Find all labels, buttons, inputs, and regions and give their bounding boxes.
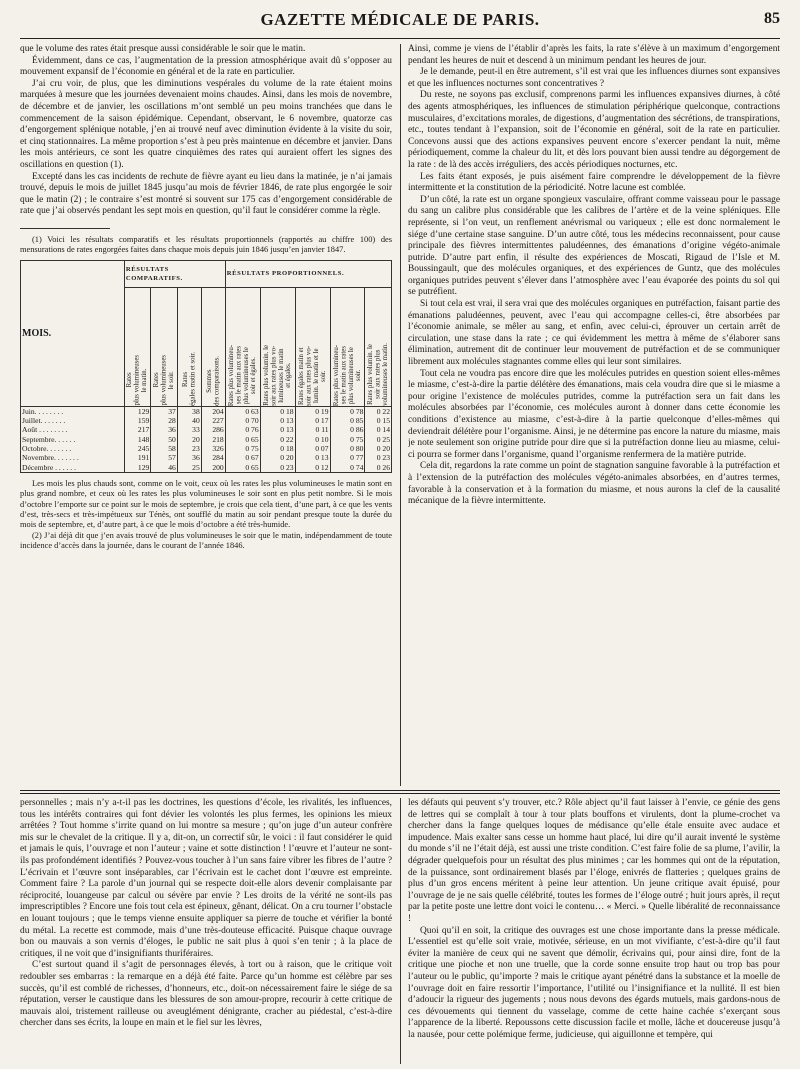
section-rule — [20, 793, 780, 794]
lower-right-column — [408, 798, 780, 1064]
table-group-proportional: RÉSULTATS PROPORTIONNELS. — [225, 260, 391, 287]
table-col-header: Rates plus volumineu- ses le matin aux rates plus volumineuses le soir et égales. — [225, 287, 260, 406]
paragraph: Excepté dans les cas incidents de rechute de fièvre ayant eu lieu dans la matinée, je n’ai jamais trouvé, depuis le mois de juillet 1845 jusqu’au mois de février 1846, de rate plus engorgée le soir que le matin (2) ; le contraire s’est montré si souvent sur 175 cas d’engorgement considérable de rate que j’ai observés pendant les sept mois en question, qu’il faut le considérer comme la règle. — [20, 171, 392, 217]
footnote-rule — [20, 228, 110, 229]
upper-right-column — [408, 44, 780, 786]
page-header — [20, 8, 780, 34]
paragraph: Je le demande, peut-il en être autrement, s’il est vrai que les influences diurnes sont expansives et que les influences nocturnes sont concentratives ? — [408, 67, 780, 89]
paragraph: Quoi qu’il en soit, la critique des ouvrages est une chose importante dans la presse médicale. L’essentiel est qu’elle soit vraie, motivée, sérieuse, en un mot vivifiante, c’est-à-dire qu’il faut éviter la manière de ceux qui ne savent que démolir, écrivains qui, pour ainsi dire, font de la critique une pioche et non une truelle, que la corde sonne ensuite trop haut ou trop bas pour l’auteur ou le public, qu’importe ? mais le critique ayant pénétré dans la substance et la moelle de l’ouvrage doit en faire ressortir l’importance, l’utilité ou l’insignifiance et la nullité. Il est bien d’adoucir la rigueur des jugements ; nous nous devons des égards mutuels, mais gardons-nous de ces dévouements qui tiennent du vasselage, comme de cette haine cachée s’exerçant sous l’apparence de la liberté. Repoussons cette discussion facile et molle, lâche et doucereuse jusqu’à la nausée, pour cette polémique ferme, judicieuse, qui aiguillonne et tempère, qui — [408, 925, 780, 1040]
table-month-header: MOIS. — [21, 260, 125, 406]
journal-title: GAZETTE MÉDICALE DE PARIS. — [260, 10, 540, 29]
paragraph: Tout cela ne voudra pas encore dire que les molécules putrides en question soient elles-mêmes le miasme, c’est-à-dire la partie délétère des émanations, mais cela voudra dire que si le miasme a pour origine l’existence de molécules putrides, comme la putréfaction sera un fait dans les molécules absorbées par l’économie, ces molécules auront à donner dans cette économie les conditions d’existence au miasme, c’est-à-dire à la partie quelconque d’elles-mêmes qui deviendrait délétère pour l’organisme. Ainsi, je ne détermine pas encore la nature du miasme, mais je note seulement son origine putride pour dire que si la putréfaction donne lieu au miasme, celui-ci pourra se former dans l’organisme, quand l’organisme renfermera de la matière putride. — [408, 368, 780, 460]
paragraph: que le volume des rates était presque aussi considérable le soir que le matin. — [20, 44, 306, 54]
footnote: Les mois les plus chauds sont, comme on le voit, ceux où les rates les plus volumineuses le matin sont en plus grand nombre, et ceux où les rates les plus volumineuses le soir sont en plus petit nombre. Si le mois d’octobre l’emporte sur ce point sur le mois de septembre, je crois que cela tient, d’une part, à ce que les vents d’est, très-secs et très-impétueux sur Ténès, ont soufflé du matin au soir pendant presque toute la durée du mois de septembre, et, d’autre part, à ce que le mois d’octobre a été très-humide. — [20, 478, 392, 530]
table-row: Décembre . . . . . . 129 46 25 200 0 65 0 23 0 12 0 74 0 26 — [22, 462, 390, 472]
table-col-header: Rates plus volumin. le soir aux rates plus vo- lumineuses le matin et égales. — [260, 287, 295, 406]
paragraph: Évidemment, dans ce cas, l’augmentation de la pression atmosphérique avait dû s’opposer au mouvement expansif de l’économie en général et de la rate en particulier. — [20, 55, 392, 78]
section-rule — [20, 790, 780, 791]
footnote: (2) J’ai déjà dit que j’en avais trouvé de plus volumineuses le soir que le matin, indépendamment de toute incidence d’accès dans la journée, dans le courant de l’année 1846. — [20, 530, 392, 551]
paragraph: les défauts qui peuvent s’y trouver, etc.? Rôle abject qu’il faut laisser à l’envie, ce génie des gens de lettres qui se complaît à tour à tour plats bouffons et virulents, dont la plume-crochet va chercher dans la fange quelques loques de médisance qu’elle étale ensuite avec audace et impudence. Mais exalter sans cesse un homme haut placé, lui dire qu’il aurait inventé le système du monde s’il ne l’était déjà, est aussi une triste condition. C’est faire folie de sa plume, l’avilir, la dégrader quelquefois pour un résultat des plus minimes ; car les hommes qui ont de la réputation, de la puissance, sont ordinairement blasés par l’éloge, enivrés de flatteries ; quelques grains de plus d’un gros encens méritent à peine leur attention. Un jeune critique avait épuisé, pour l’ouvrage de je ne sais quelle célébrité, toutes les formes de l’éloge outré ; huit jours après, il reçut par la petite poste une lettre dont voici le contenu… « Merci. » Quelle libéralité de reconnaissance ! — [408, 798, 780, 924]
paragraph: J’ai cru voir, de plus, que les diminutions vespérales du volume de la rate étaient moins marquées à mesure que les journées devenaient moins chaudes. Ainsi, dans les mois de novembre, de décembre et de janvier, les oscillations m’ont semblé un peu moins tranchées que dans le commencement de la saison épidémique. Cependant, observant, le 6 novembre, quatorze cas d’engorgement splénique notable, j’en ai trouvé neuf avec diminution évidente à la visite du soir, et cinq stationnaires. La même proportion s’est à peu près maintenue en décembre et janvier. Dans les mois antérieurs, ce sont les quatre cinquièmes des rates qui auraient offert les signes des oscillations en question (1). — [20, 78, 392, 170]
paragraph: D’un côté, la rate est un organe spongieux vasculaire, offrant comme vaisseau pour le passage du sang un calibre plus considérable que les calibres de l’artère et de la veine spléniques. Elle représente, si l’on veut, un renflement anévrismal ou variqueux ; elle est donc normalement le siége d’une certaine stase sanguine. D’un autre côté, tous les médecins reconnaissent, pour cause principale des fièvres intermittentes paludéennes, des émanations d’origine végéto-animale putride. D’autre part enfin, il résulte des expériences de Moscati, Rigaud de l’Isle et M. Boussingault, que des molécules organiques, et des expériences de Guntz, que des molécules organiques putrides peuvent s’élever dans l’atmosphère avec l’eau évaporée des points du sol qui se putréfient. — [408, 194, 780, 298]
table-row: Juillet. . . . . . . 159 28 40 227 0 70 0 13 0 17 0 85 0 15 — [22, 416, 390, 426]
paragraph: personnelles ; mais n’y a-t-il pas les doctrines, les questions d’école, les rivalités, les influences, tous les intérêts contraires qui font dévier les volontés les plus fermes, les opinions les mieux arrêtées ? Tout homme s’irrite quand on lui montre sa mesure ; qu’on juge d’un auteur confrère mis sur le chevalet de la critique. Il y a, dit-on, un correctif sûr, le voici : il faut considérer le quid et jamais le quis, l’ouvrage et non l’auteur ; vaine et sotte distinction ! l’œuvre et l’auteur ne sont-ils pas profondément identifiés ? Pouvez-vous toucher à l’un sans faire vibrer les fibres de l’autre ? L’écrivain et l’œuvre sont inséparables, car l’écrivain est le cachet dont l’œuvre est empreinte. Comment faire ? La parole d’un journal qui se respecte doit-elle alors devenir complaisante par réciprocité, louangeuse par calcul ou sévère par envie ? Les droits de la vérité ne sont-ils pas imprescriptibles ? Encore une fois tout cela est épineux, gênant, délicat. On a cru tourner l’obstacle en louant toujours ; que le temps vienne ensuite appliquer sa pierre de touche et vérifier la bonté du métal. La recette est commode, mais d’une très-douteuse efficacité. Puisque chaque ouvrage bon ou mauvais a son vernis d’éloges, le public ne sait plus à quoi s’en tenir ; à la place de critiques, il ne voit que d’insignifiants thuriféraires. — [20, 798, 392, 959]
table-col-header: Rates égales matin et soir aux rates plus vo- lumin. le matin et le soir. — [295, 287, 330, 406]
table-col-header: Rates plus volumineuses le soir. — [151, 287, 177, 406]
table-col-header: Rates plus volumin. le soir aux rates plus volumineuses le matin. — [365, 287, 392, 406]
paragraph: Ainsi, comme je viens de l’établir d’après les faits, la rate s’élève à un maximum d’engorgement pendant les heures de nuit et descend à un minimum pendant les heures de jour. — [408, 44, 780, 66]
paragraph: C’est surtout quand il s’agit de personnages élevés, à tort ou à raison, que le critique voit redoubler ses embarras : la remarque en a déjà été faite. Parce qu’un homme est célèbre par ses succès, qu’il est comblé de richesses, d’honneurs, etc., doit-on nécessairement faire le siége de sa réputation, verser le caustique dans les blessures de son amour-propre, recourir à cette critique de mauvais aloi, tristement railleuse ou aveuglément dénigrante, cracher au piédestal, c’est-à-dire chercher dans ses écrits, la loupe en main et le fiel sur les lèvres, — [20, 960, 392, 1029]
table-row: Octobre. . . . . . . 245 58 23 326 0 75 0 18 0 07 0 80 0 20 — [22, 444, 390, 454]
footnote: (1) Voici les résultats comparatifs et les résultats proportionnels (rapportés au chiffre 100) des mensurations de rates engorgées faites dans chaque mois depuis juin 1846 jusqu’en janvier 1847. — [20, 234, 392, 255]
results-table — [20, 260, 392, 473]
paragraph: Cela dit, regardons la rate comme un point de stagnation sanguine favorable à la putréfaction et à l’extension de la putréfaction des molécules végéto-animales absorbées, en d’autres termes, favorable à la conservation et à la formation du miasme, et nous aurons la clef de la causalité mécanique de la fièvre intermittente. — [408, 461, 780, 507]
column-divider — [400, 44, 401, 786]
table-row: Août . . . . . . . . 217 36 33 286 0 76 0 13 0 11 0 86 0 14 — [22, 425, 390, 435]
paragraph: Les faits étant exposés, je puis aisément faire comprendre le développement de la fièvre intermittente et la constitution de la périodicité. Notre lacune est comblée. — [408, 171, 780, 194]
upper-left-column — [20, 44, 392, 786]
table-col-header: Rates plus volumineu- ses le matin aux rates plus volumineuses le soir. — [330, 287, 365, 406]
paragraph: Si tout cela est vrai, il sera vrai que des molécules organiques en putréfaction, faisant partie des émanations paludéennes, peuvent, avec l’eau qui accompagne celles-ci, être absorbées par l’économie animale, se mêler au sang, et enfin, avec celui-ci, éprouver un certain arrêt de circulation, une stase dans la rate ; ce qui évidemment les mettra à même de s’élaborer sans élimination, autrement dit de continuer leur mouvement de putréfaction et de se communiquer librement aux molécules stagnantes comme elles qui leur sont similaires. — [408, 299, 780, 368]
table-row: Juin. . . . . . . . 129 37 38 204 0 63 0 18 0 19 0 78 0 22 — [22, 406, 390, 416]
paragraph: Du reste, ne soyons pas exclusif, comprenons parmi les influences expansives diurnes, à côté des agents atmosphériques, les influences de stimulation périphérique quelconque, contractions musculaires, d’excitations morales, de digestions, d’augmentation des sécrétions, de transpirations, etc., toutes tendant à l’expansion, soit de l’économie en général, soit de la rate en particulier. Concevons aussi que des actions expansives peuvent encore s’exercer pendant la nuit, même périodiquement, comme la chaleur du lit, et dès lors pouvant bien aussi tendre au dégorgement de la rate : de là des accès irréguliers, des accès périodiques nocturnes, etc. — [408, 90, 780, 170]
table-col-header: Sommes des comparaisons. — [201, 287, 225, 406]
header-rule — [20, 38, 780, 39]
table-row: Novembre. . . . . . . 191 57 36 284 0 67 0 20 0 13 0 77 0 23 — [22, 453, 390, 463]
column-divider — [400, 798, 401, 1064]
table-row: Septembre. . . . . . 148 50 20 218 0 65 0 22 0 10 0 75 0 25 — [22, 434, 390, 444]
table-col-header: Rates plus volumineuses le matin. — [124, 287, 150, 406]
lower-left-column — [20, 798, 392, 1064]
table-group-comparative: RÉSULTATS COMPARATIFS. — [124, 260, 225, 287]
page-number: 85 — [764, 10, 780, 27]
table-col-header: Rates égales matin et soir. — [177, 287, 201, 406]
